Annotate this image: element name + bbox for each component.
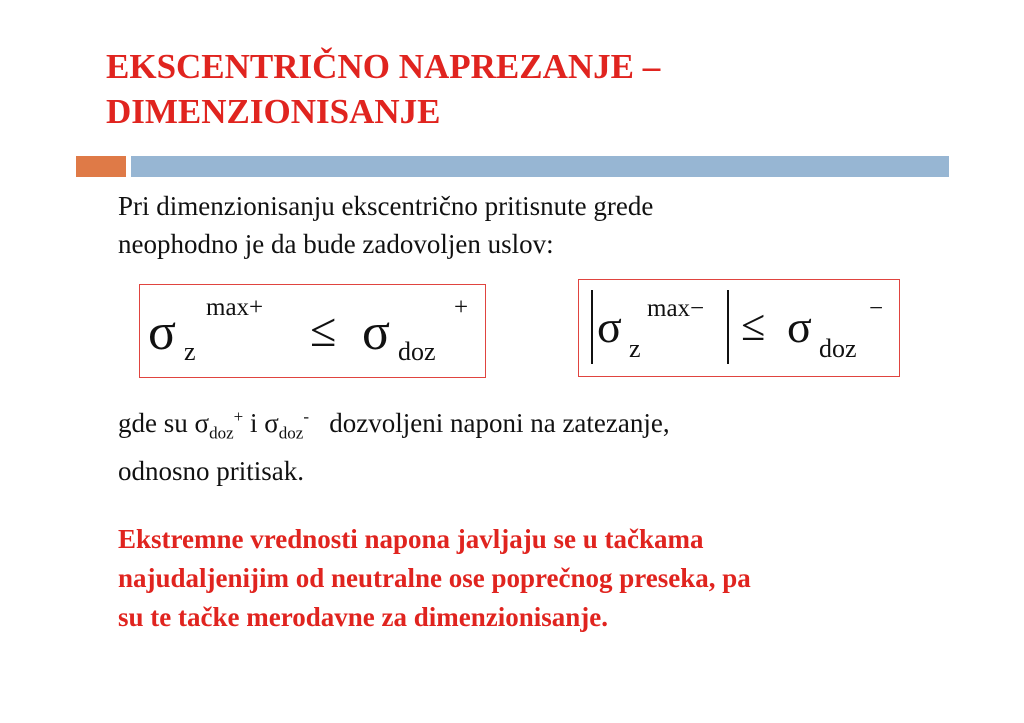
- accent-bar-orange: [76, 156, 126, 177]
- emphasis-line-3: su te tačke merodavne za dimenzionisanje.: [118, 602, 608, 632]
- intro-line-2: neophodno je da bude zadovoljen uslov:: [118, 229, 554, 259]
- emphasis-line-2: najudaljenijim od neutralne ose poprečnog preseka, pa: [118, 563, 751, 593]
- explanation-conjunction: i: [243, 408, 265, 438]
- superscript-plus-inline: +: [233, 407, 244, 426]
- subscript-z: z: [184, 337, 196, 366]
- explanation-suffix: dozvoljeni naponi na zatezanje,: [309, 408, 670, 438]
- subscript-z: z: [629, 334, 641, 363]
- sigma-symbol: σ: [148, 304, 177, 361]
- abs-bar-left: [591, 290, 593, 364]
- sigma-symbol-allowable: σ: [362, 304, 391, 361]
- sigma-inline-minus: σ: [264, 408, 279, 438]
- emphasis-text: [118, 520, 998, 637]
- explanation-line-2: odnosno pritisak.: [118, 456, 304, 486]
- subscript-doz-inline: doz: [209, 423, 234, 443]
- slide-title-line-2: DIMENZIONISANJE: [106, 92, 441, 131]
- intro-text: [118, 187, 938, 263]
- slide-title: [106, 44, 986, 134]
- subscript-doz: doz: [819, 334, 857, 363]
- less-equal-symbol: ≤: [310, 304, 337, 357]
- sigma-symbol: σ: [597, 301, 622, 352]
- superscript-minus-inline: -: [303, 407, 309, 426]
- formula-box-tension: [139, 284, 486, 378]
- formula-box-compression: [578, 279, 900, 377]
- superscript-minus: −: [869, 295, 884, 322]
- slide-title-line-1: EKSCENTRIČNO NAPREZANJE –: [106, 47, 661, 86]
- subscript-doz-inline: doz: [278, 423, 304, 443]
- superscript-plus: +: [454, 294, 469, 321]
- explanation-line-1: [118, 406, 670, 443]
- less-equal-symbol: ≤: [741, 301, 766, 350]
- superscript-max-plus: max+: [206, 294, 264, 321]
- accent-bar-blue: [131, 156, 949, 177]
- superscript-max-minus: max−: [647, 295, 705, 322]
- intro-line-1: Pri dimenzionisanju ekscentrično pritisnute grede: [118, 191, 654, 221]
- sigma-symbol-allowable: σ: [787, 301, 812, 352]
- subscript-doz: doz: [398, 337, 436, 366]
- sigma-inline-plus: σ: [194, 408, 210, 438]
- explanation-prefix: gde su: [118, 408, 195, 438]
- emphasis-line-1: Ekstremne vrednosti napona javljaju se u tačkama: [118, 524, 704, 554]
- abs-bar-right: [727, 290, 729, 364]
